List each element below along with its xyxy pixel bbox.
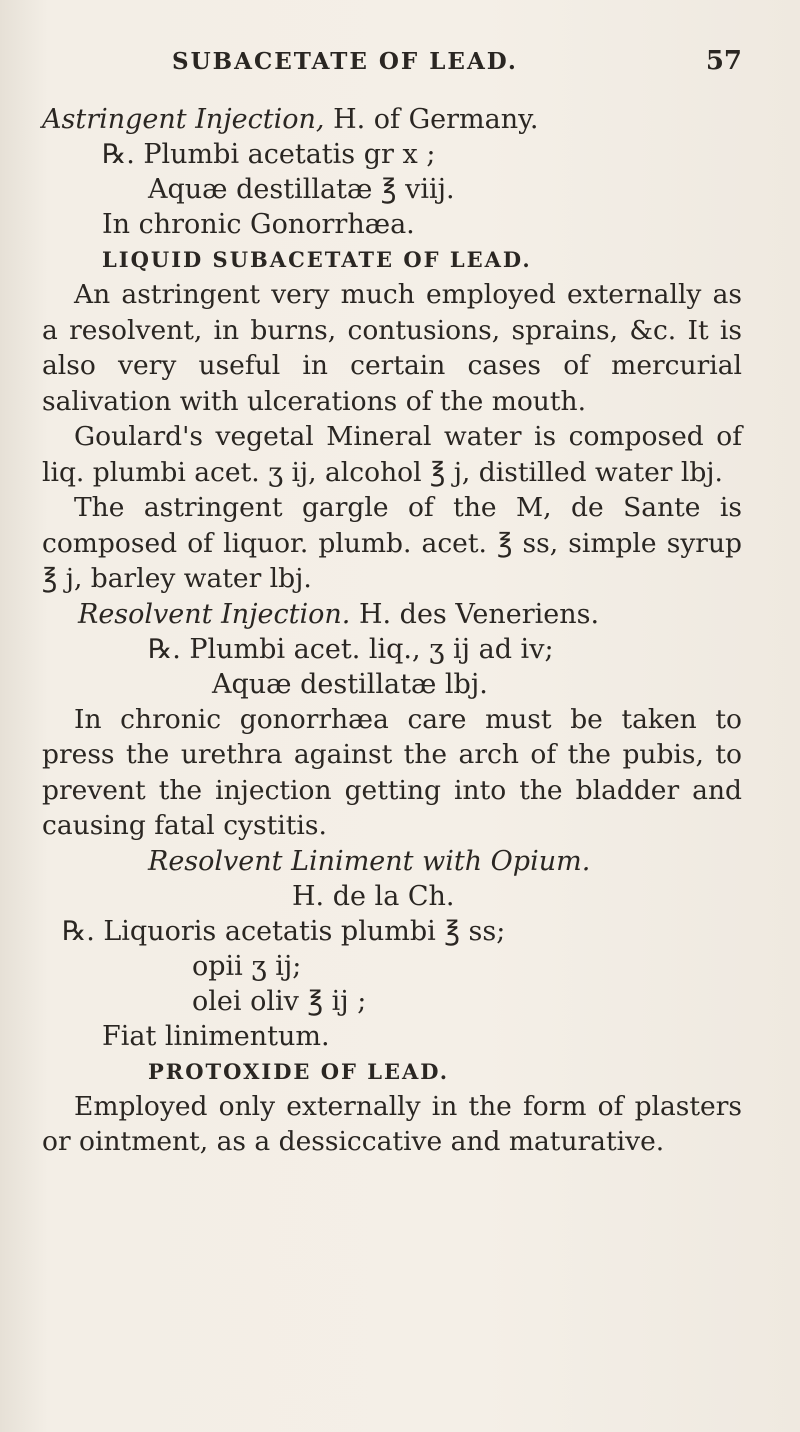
recipe-line: Aquæ destillatæ lbj. bbox=[212, 668, 488, 700]
astringent-injection-title bbox=[42, 102, 742, 137]
paragraph-goulard: Goulard's vegetal Mineral water is composed of liq. plumbi acet. ʒ ij, alcohol ℥ j, distilled water lbj. bbox=[42, 421, 742, 488]
page-number: 57 bbox=[705, 46, 742, 76]
paragraph-protoxide: Employed only externally in the form of plasters or ointment, as a dessiccative and maturative. bbox=[42, 1090, 742, 1157]
recipe-source: H. des Veneriens. bbox=[358, 598, 600, 630]
recipe-line: ℞. Plumbi acetatis gr x ; bbox=[102, 139, 436, 170]
running-header bbox=[42, 46, 742, 76]
paragraph-gargle: The astringent gargle of the M, de Sante is composed of liquor. plumb. acet. ℥ ss, simple syrup ℥ j, barley water lbj. bbox=[42, 492, 742, 594]
section-heading-liquid-subacetate: LIQUID SUBACETATE OF LEAD. bbox=[102, 247, 532, 272]
recipe-note: In chronic Gonorrhæa. bbox=[102, 209, 415, 240]
page-content bbox=[42, 46, 742, 1160]
recipe-line: ℞. Plumbi acet. liq., ʒ ij ad iv; bbox=[148, 633, 554, 665]
recipe-line: opii ʒ ij; bbox=[192, 950, 302, 982]
paragraph-gonorrhea-care: In chronic gonorrhæa care must be taken to press the urethra against the arch of the pubis, to prevent the injection getting into the bladder and causing fatal cystitis. bbox=[42, 703, 742, 841]
paragraph-liquid-subacetate: An astringent very much employed externally as a resolvent, in burns, contusions, sprains, &c. It is also very useful in certain cases of mercurial salivation with ulcerations of the mouth. bbox=[42, 279, 742, 417]
recipe-line: ℞. Liquoris acetatis plumbi ℥ ss; bbox=[62, 915, 506, 947]
resolvent-injection-title bbox=[42, 597, 742, 632]
recipe-source: H. of Germany. bbox=[333, 104, 539, 135]
recipe-line: olei oliv ℥ ij ; bbox=[192, 985, 367, 1017]
recipe-title: Resolvent Injection. bbox=[78, 598, 351, 630]
recipe-line: Aquæ destillatæ ℥ viij. bbox=[148, 174, 455, 205]
liniment-title: Resolvent Liniment with Opium. bbox=[148, 845, 591, 877]
section-heading-protoxide: PROTOXIDE OF LEAD. bbox=[148, 1058, 450, 1084]
running-title: SUBACETATE OF LEAD. bbox=[172, 48, 518, 75]
liniment-source: H. de la Ch. bbox=[292, 880, 455, 912]
recipe-line: Fiat linimentum. bbox=[102, 1020, 330, 1052]
recipe-title: Astringent Injection, bbox=[42, 104, 325, 135]
